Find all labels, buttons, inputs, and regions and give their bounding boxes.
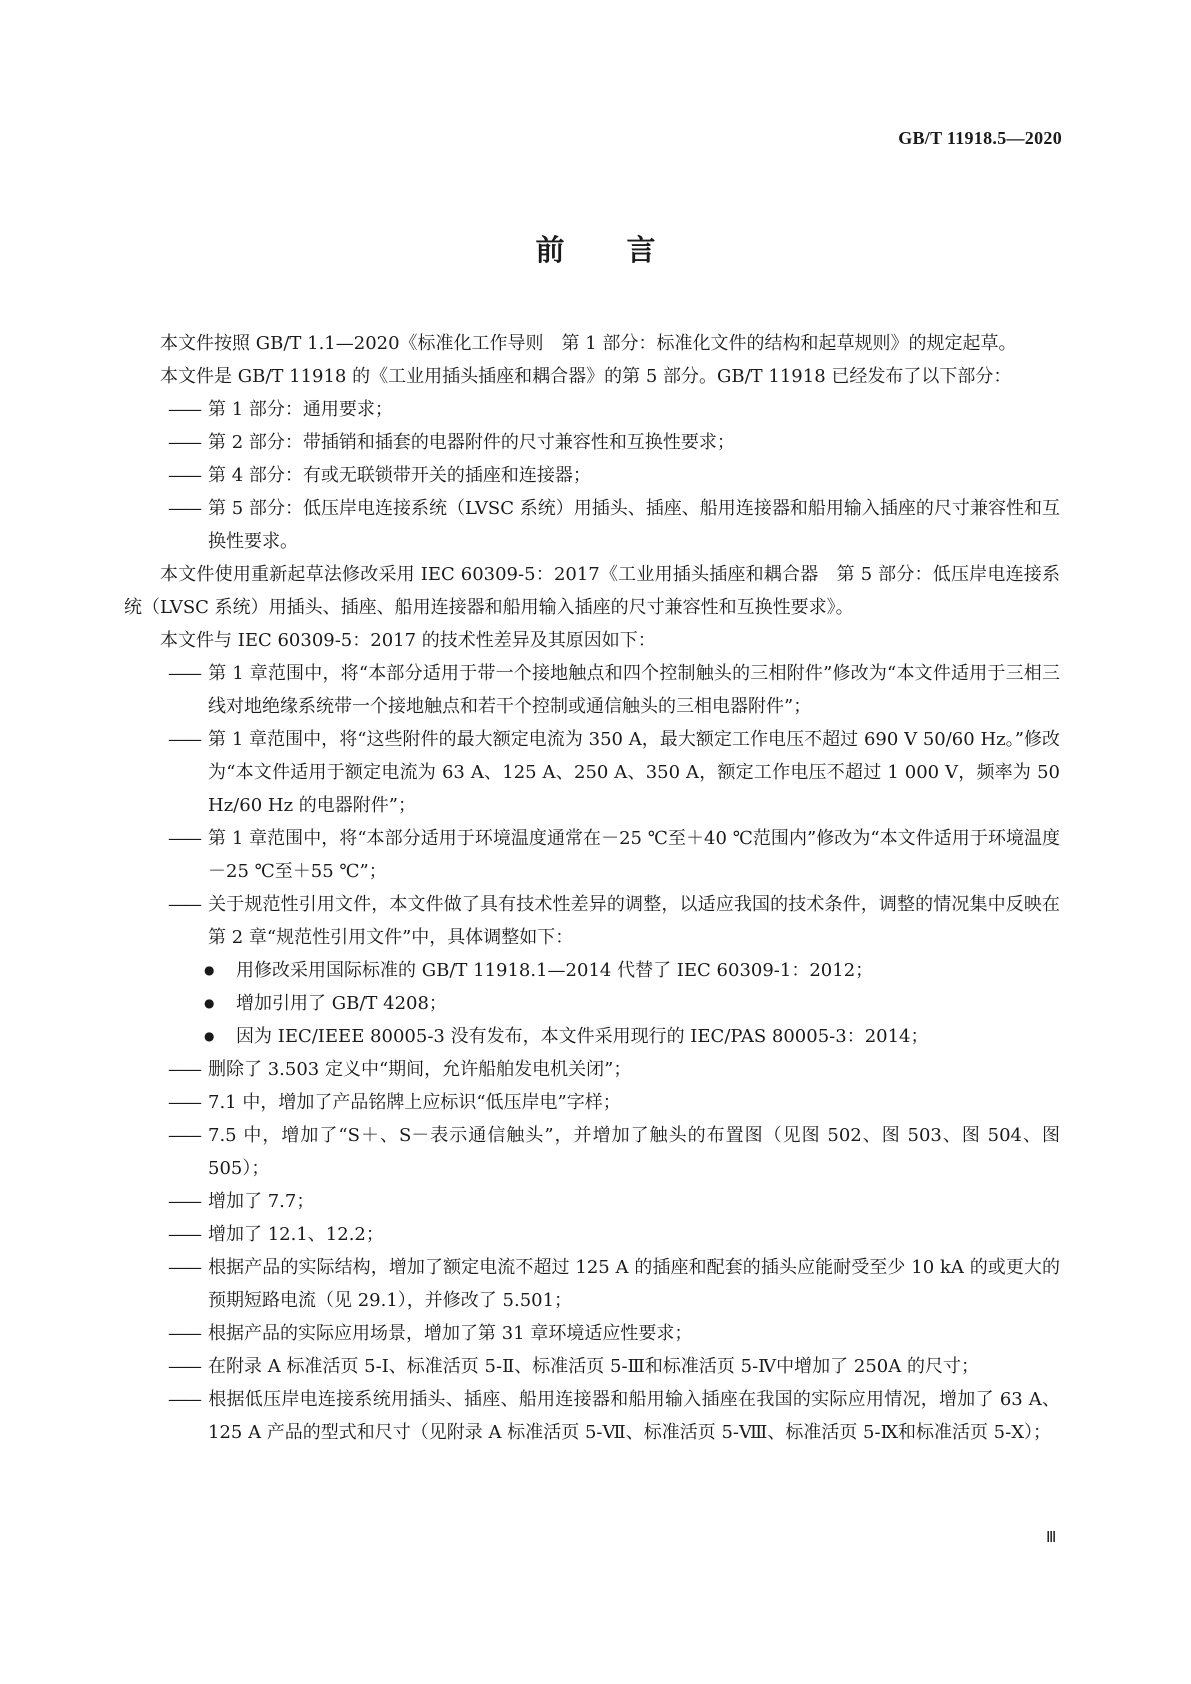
list-item-part: —— 第 5 部分：低压岸电连接系统（LVSC 系统）用插头、插座、船用连接器和船用输入插座的尺寸兼容性和互换性要求。 [168, 498, 1060, 552]
list-item-difference: —— 增加了 7.7； [168, 1191, 315, 1212]
title-char-2: 言 [626, 233, 656, 267]
list-item-part: —— 第 1 部分：通用要求； [168, 399, 393, 420]
list-item-difference: —— 7.5 中，增加了“S＋、S－表示通信触头”，并增加了触头的布置图（见图 502、图 503、图 504、图 505）； [168, 1125, 1060, 1179]
list-item-difference: —— 在附录 A 标准活页 5-Ⅰ、标准活页 5-Ⅱ、标准活页 5-Ⅲ和标准活页 5-Ⅳ中增加了 250A 的尺寸； [168, 1356, 979, 1377]
list-item-part: —— 第 4 部分：有或无联锁带开关的插座和连接器； [168, 465, 591, 486]
title-char-1: 前 [535, 233, 565, 267]
bullet-item: ● 因为 IEC/IEEE 80005-3 没有发布，本文件采用现行的 IEC/PAS 80005-3：2014； [124, 1020, 1060, 1053]
list-item-difference: —— 根据低压岸电连接系统用插头、插座、船用连接器和船用输入插座在我国的实际应用情况，增加了 63 A、125 A 产品的型式和尺寸（见附录 A 标准活页 5-Ⅶ、标准活页 5-Ⅷ、标准活页 5-Ⅸ和标准活页 5-Ⅹ）； [168, 1389, 1060, 1443]
bullet-item: ● 增加引用了 GB/T 4208； [124, 987, 1060, 1020]
list-item-difference: —— 增加了 12.1、12.2； [168, 1224, 384, 1245]
list-item-difference: —— 7.1 中，增加了产品铭牌上应标识“低压岸电”字样； [168, 1092, 621, 1113]
list-item-difference: —— 第 1 章范围中，将“这些附件的最大额定电流为 350 A，最大额定工作电压不超过 690 V 50/60 Hz。”修改为“本文件适用于额定电流为 63 A、125 A、250 A、350 A，额定工作电压不超过 1 000 V，频率为 50 Hz/60 Hz 的电器附件”； [168, 729, 1060, 816]
list-item-difference: —— 删除了 3.503 定义中“期间，允许船舶发电机关闭”； [168, 1059, 632, 1080]
list-item-difference: —— 根据产品的实际结构，增加了额定电流不超过 125 A 的插座和配套的插头应能耐受至少 10 kA 的或更大的预期短路电流（见 29.1），并修改了 5.501； [168, 1257, 1060, 1311]
foreword-body [124, 327, 1060, 1449]
page-number: Ⅲ [1046, 1530, 1057, 1546]
paragraph-differences-intro: 本文件与 IEC 60309-5：2017 的技术性差异及其原因如下： [160, 630, 656, 651]
page-title [0, 228, 1191, 269]
bullet-item: ● 用修改采用国际标准的 GB/T 11918.1—2014 代替了 IEC 60309-1：2012； [124, 954, 1060, 987]
paragraph-series-intro: 本文件是 GB/T 11918 的《工业用插头插座和耦合器》的第 5 部分。GB/T 11918 已经发布了以下部分： [160, 366, 1012, 387]
bullet-icon: ● [204, 996, 215, 1010]
paragraph-adoption: 本文件使用重新起草法修改采用 IEC 60309-5：2017《工业用插头插座和耦合器 第 5 部分：低压岸电连接系统（LVSC 系统）用插头、插座、船用连接器和船用输入插座的尺寸兼容性和互换性要求》。 [124, 564, 1060, 618]
list-item-difference: —— 根据产品的实际应用场景，增加了第 31 章环境适应性要求； [168, 1323, 693, 1344]
list-item-difference: —— 第 1 章范围中，将“本部分适用于环境温度通常在－25 ℃至＋40 ℃范围内”修改为“本文件适用于环境温度－25 ℃至＋55 ℃”； [168, 828, 1060, 882]
paragraph-drafting-rules: 本文件按照 GB/T 1.1—2020《标准化工作导则 第 1 部分：标准化文件的结构和起草规则》的规定起草。 [160, 333, 1017, 354]
bullet-icon: ● [204, 963, 215, 977]
list-item-difference: —— 关于规范性引用文件，本文件做了具有技术性差异的调整，以适应我国的技术条件，调整的情况集中反映在第 2 章“规范性引用文件”中，具体调整如下： [168, 894, 1060, 948]
bullet-icon: ● [204, 1029, 215, 1043]
list-item-part: —— 第 2 部分：带插销和插套的电器附件的尺寸兼容性和互换性要求； [168, 432, 735, 453]
list-item-difference: —— 第 1 章范围中，将“本部分适用于带一个接地触点和四个控制触头的三相附件”修改为“本文件适用于三相三线对地绝缘系统带一个接地触点和若干个控制或通信触头的三相电器附件”； [168, 663, 1060, 717]
standard-code-header: GB/T 11918.5—2020 [898, 128, 1062, 148]
